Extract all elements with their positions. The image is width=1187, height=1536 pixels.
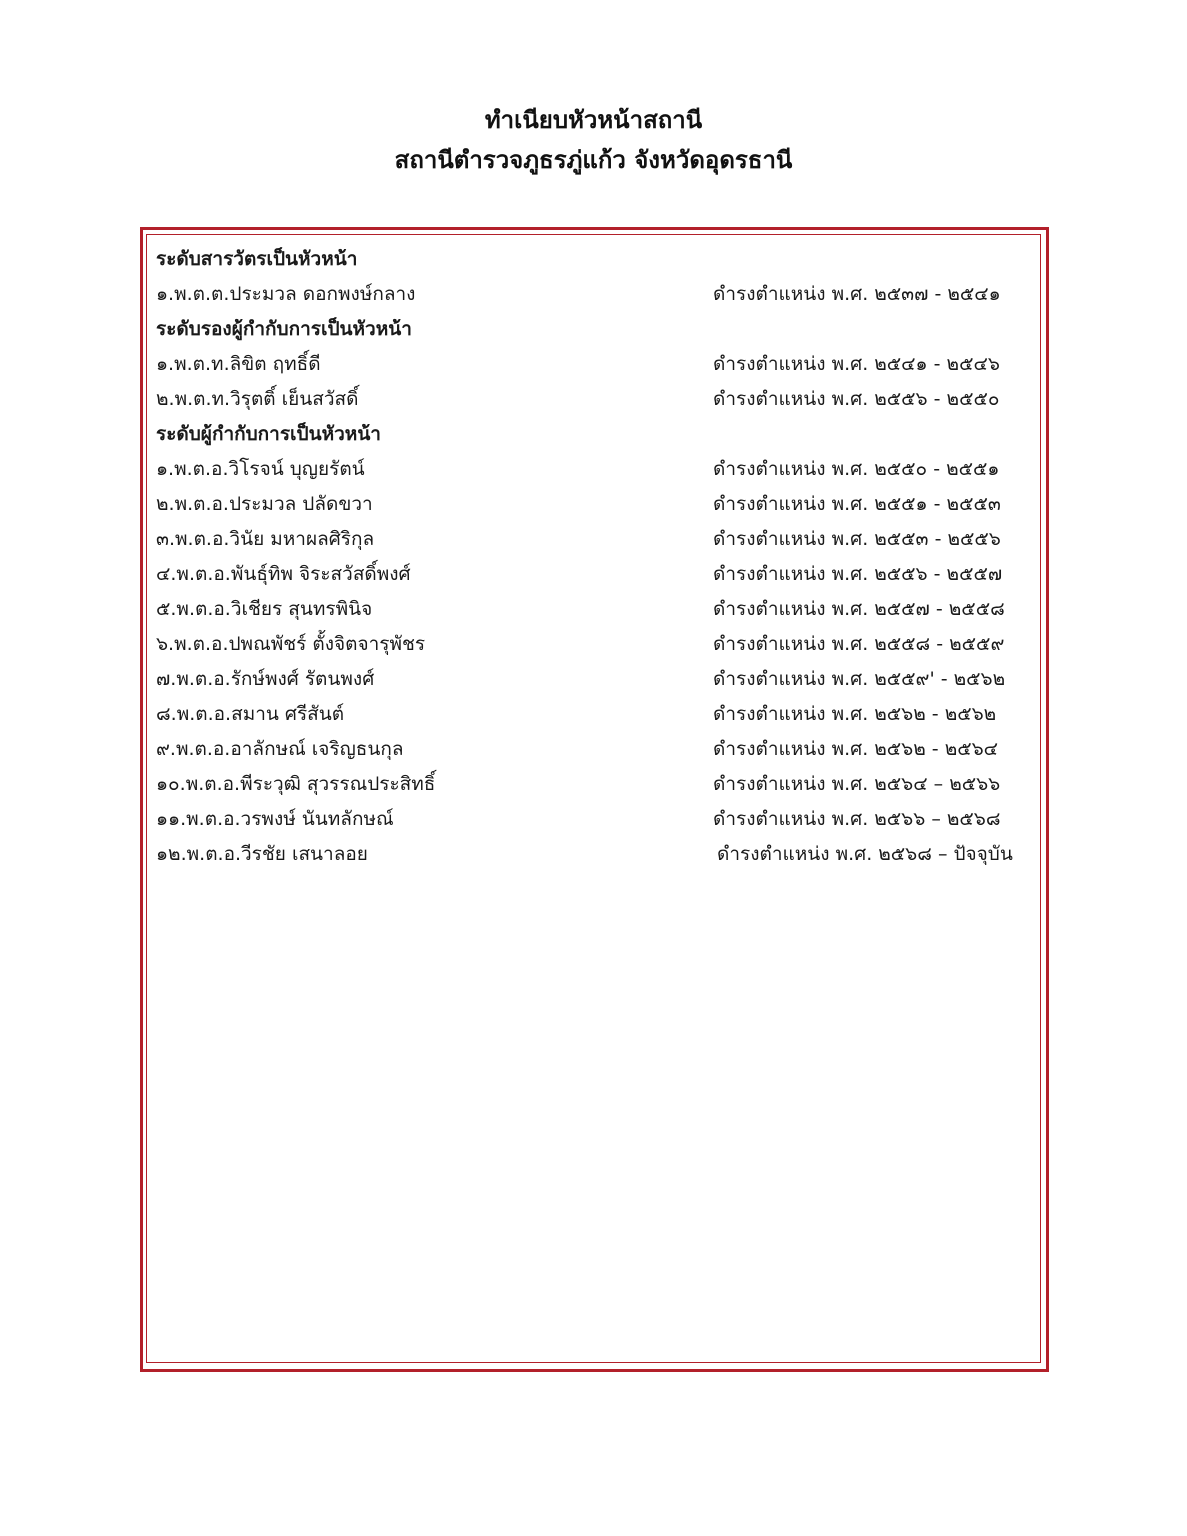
title-line-2: สถานีตำรวจภูธรภู่แก้ว จังหวัดอุดรธานี — [394, 146, 793, 174]
officer-name: ๓.พ.ต.อ.วินัย มหาผลศิริกุล — [156, 528, 375, 550]
list-item — [156, 767, 1036, 802]
officer-name: ๔.พ.ต.อ.พันธุ์ทิพ จิระสวัสดิ์พงศ์ — [156, 563, 411, 585]
officer-name: ๑.พ.ต.ท.ลิขิต ฤทธิ์ดี — [156, 353, 321, 375]
term-of-office: ดำรงตำแหน่ง พ.ศ. ๒๕๕๖ - ๒๕๕๐ — [713, 388, 1000, 410]
officer-name: ๑๒.พ.ต.อ.วีรชัย เสนาลอย — [156, 843, 368, 865]
officer-name: ๑.พ.ต.ต.ประมวล ดอกพงษ์กลาง — [156, 283, 416, 305]
term-of-office: ดำรงตำแหน่ง พ.ศ. ๒๕๖๒ - ๒๕๖๔ — [713, 738, 999, 760]
officer-name: ๖.พ.ต.อ.ปพณพัชร์ ตั้งจิตจารุพัชร — [156, 633, 426, 655]
term-of-office: ดำรงตำแหน่ง พ.ศ. ๒๕๓๗ - ๒๕๔๑ — [713, 283, 1001, 305]
term-of-office: ดำรงตำแหน่ง พ.ศ. ๒๕๔๑ - ๒๕๔๖ — [713, 353, 1000, 375]
officer-name: ๒.พ.ต.ท.วิรุตติ์ เย็นสวัสดิ์ — [156, 388, 359, 410]
section-heading-superintendent: ระดับผู้กำกับการเป็นหัวหน้า — [156, 423, 381, 445]
term-of-office: ดำรงตำแหน่ง พ.ศ. ๒๕๕๓ - ๒๕๕๖ — [713, 528, 1001, 550]
section-heading-deputy-superintendent: ระดับรองผู้กำกับการเป็นหัวหน้า — [156, 318, 412, 340]
term-of-office: ดำรงตำแหน่ง พ.ศ. ๒๕๕๖ - ๒๕๕๗ — [713, 563, 1003, 585]
term-of-office: ดำรงตำแหน่ง พ.ศ. ๒๕๖๖ – ๒๕๖๘ — [713, 808, 1001, 830]
term-of-office: ดำรงตำแหน่ง พ.ศ. ๒๕๖๒ - ๒๕๖๒ — [713, 703, 997, 725]
officer-name: ๙.พ.ต.อ.อาลักษณ์ เจริญธนกุล — [156, 738, 404, 760]
list-item — [156, 697, 1036, 732]
list-item — [156, 627, 1036, 662]
section-heading-inspector: ระดับสารวัตรเป็นหัวหน้า — [156, 248, 358, 270]
term-of-office: ดำรงตำแหน่ง พ.ศ. ๒๕๕๑ - ๒๕๕๓ — [713, 493, 1001, 515]
officer-name: ๘.พ.ต.อ.สมาน ศรีสันต์ — [156, 703, 345, 725]
title-line-1: ทำเนียบหัวหน้าสถานี — [484, 106, 703, 134]
officer-name: ๑๐.พ.ต.อ.พีระวุฒิ สุวรรณประสิทธิ์ — [156, 773, 436, 795]
term-of-office: ดำรงตำแหน่ง พ.ศ. ๒๕๕๐ - ๒๕๕๑ — [713, 458, 1000, 480]
term-of-office: ดำรงตำแหน่ง พ.ศ. ๒๕๕๙' - ๒๕๖๒ — [713, 668, 1006, 690]
list-item — [156, 662, 1036, 697]
document-title — [0, 100, 1187, 180]
officer-name: ๒.พ.ต.อ.ประมวล ปลัดขวา — [156, 493, 373, 515]
list-item — [156, 802, 1036, 837]
officer-name: ๑๑.พ.ต.อ.วรพงษ์ นันทลักษณ์ — [156, 808, 394, 830]
list-item — [156, 347, 1036, 382]
list-item — [156, 277, 1036, 312]
list-item — [156, 382, 1036, 417]
officer-name: ๗.พ.ต.อ.รักษ์พงศ์ รัตนพงศ์ — [156, 668, 375, 690]
officer-name: ๕.พ.ต.อ.วิเชียร สุนทรพินิจ — [156, 598, 373, 620]
list-item — [156, 487, 1036, 522]
list-item — [156, 452, 1036, 487]
list-item — [156, 732, 1036, 767]
list-item — [156, 837, 1036, 872]
list-item — [156, 557, 1036, 592]
term-of-office: ดำรงตำแหน่ง พ.ศ. ๒๕๖๔ – ๒๕๖๖ — [713, 773, 1001, 795]
officer-name: ๑.พ.ต.อ.วิโรจน์ บุญยรัตน์ — [156, 458, 365, 480]
roster-list — [156, 242, 1036, 872]
term-of-office: ดำรงตำแหน่ง พ.ศ. ๒๕๕๗ - ๒๕๕๘ — [713, 598, 1005, 620]
term-of-office: ดำรงตำแหน่ง พ.ศ. ๒๕๖๘ – ปัจจุบัน — [717, 843, 1013, 865]
list-item — [156, 592, 1036, 627]
list-item — [156, 522, 1036, 557]
term-of-office: ดำรงตำแหน่ง พ.ศ. ๒๕๕๘ - ๒๕๕๙ — [713, 633, 1005, 655]
